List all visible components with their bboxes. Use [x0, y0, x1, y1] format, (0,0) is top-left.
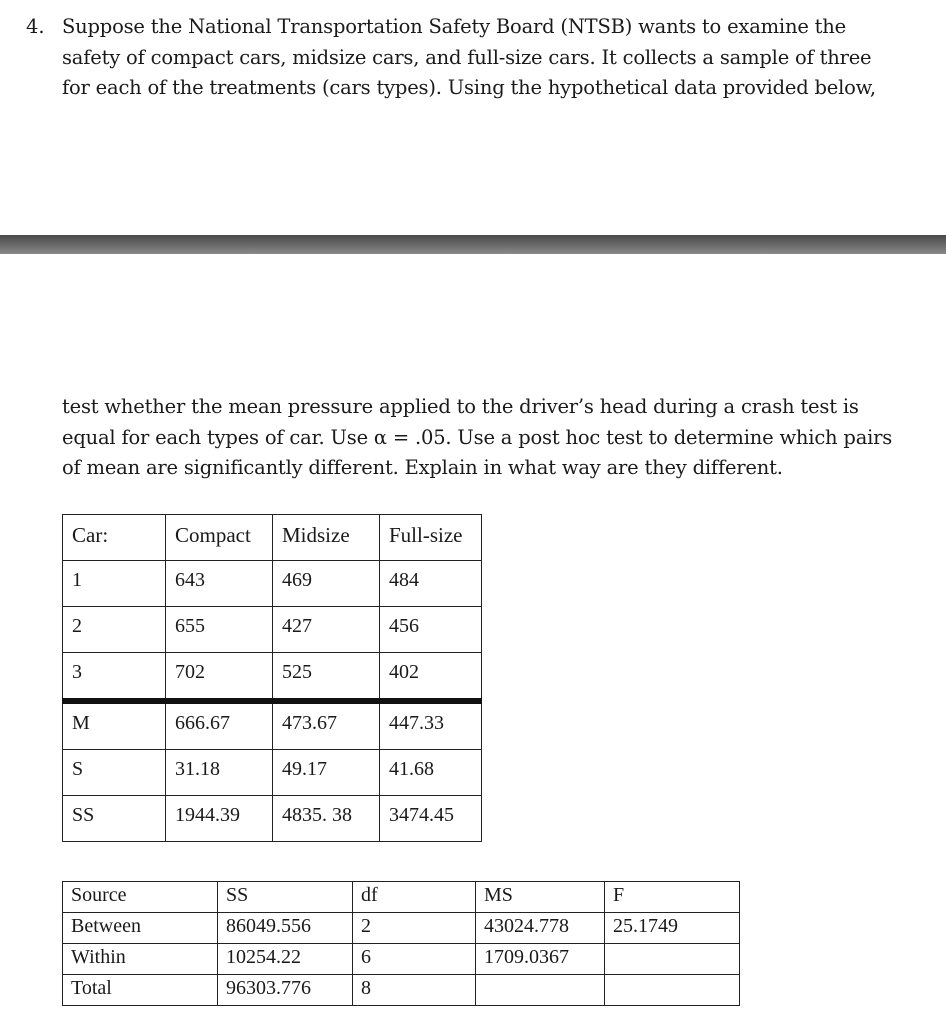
anova-cell: SS [218, 882, 353, 913]
anova-cell: df [353, 882, 476, 913]
table-cell: 702 [166, 653, 273, 702]
table-cell: 49.17 [273, 750, 380, 796]
header-cell: Midsize [273, 515, 380, 561]
table-cell: 31.18 [166, 750, 273, 796]
header-cell: Full-size [380, 515, 482, 561]
task-line: equal for each types of car. Use α = .05. Use a post hoc test to determine which pairs [62, 425, 893, 449]
anova-cell: Total [63, 975, 218, 1006]
table-cell: 3474.45 [380, 796, 482, 842]
header-cell: Car: [63, 515, 166, 561]
intro-line: safety of compact cars, midsize cars, and full-size cars. It collects a sample of three [62, 45, 872, 69]
anova-cell: 25.1749 [605, 913, 740, 944]
table-cell: 1944.39 [166, 796, 273, 842]
car-data-table [62, 514, 482, 842]
anova-cell: 8 [353, 975, 476, 1006]
table-cell: 427 [273, 607, 380, 653]
table-cell: 3 [63, 653, 166, 702]
table-cell: 41.68 [380, 750, 482, 796]
anova-cell [476, 975, 605, 1006]
table-cell: 456 [380, 607, 482, 653]
table-cell: 1 [63, 561, 166, 607]
question-number: 4. [26, 15, 45, 38]
table-row [63, 607, 482, 653]
anova-row [63, 975, 740, 1006]
anova-cell: F [605, 882, 740, 913]
anova-cell: 10254.22 [218, 944, 353, 975]
table-cell: 484 [380, 561, 482, 607]
table-cell: 666.67 [166, 701, 273, 750]
table-row-sd [63, 750, 482, 796]
anova-cell: Source [63, 882, 218, 913]
table-cell: 525 [273, 653, 380, 702]
table-cell: 2 [63, 607, 166, 653]
table-cell: 473.67 [273, 701, 380, 750]
table-row-ss [63, 796, 482, 842]
anova-cell: Between [63, 913, 218, 944]
page-divider [0, 235, 946, 254]
question-task [62, 392, 892, 484]
table-cell: SS [63, 796, 166, 842]
intro-line: Suppose the National Transportation Safety Board (NTSB) wants to examine the [62, 15, 846, 38]
anova-cell: MS [476, 882, 605, 913]
anova-cell: 96303.776 [218, 975, 353, 1006]
table-cell: 643 [166, 561, 273, 607]
task-line: test whether the mean pressure applied to the driver’s head during a crash test is [62, 395, 859, 418]
anova-row [63, 944, 740, 975]
table-row [63, 561, 482, 607]
anova-cell: Within [63, 944, 218, 975]
table-row [63, 653, 482, 702]
header-cell: Compact [166, 515, 273, 561]
anova-cell: 86049.556 [218, 913, 353, 944]
anova-cell: 2 [353, 913, 476, 944]
question-intro [62, 12, 876, 104]
table-header-row [63, 515, 482, 561]
task-line: of mean are significantly different. Explain in what way are they different. [62, 456, 783, 479]
table-cell: M [63, 701, 166, 750]
table-cell: 402 [380, 653, 482, 702]
anova-cell: 43024.778 [476, 913, 605, 944]
anova-cell: 6 [353, 944, 476, 975]
table-cell: 469 [273, 561, 380, 607]
anova-row [63, 913, 740, 944]
anova-cell: 1709.0367 [476, 944, 605, 975]
anova-cell [605, 975, 740, 1006]
table-cell: 4835. 38 [273, 796, 380, 842]
anova-header-row [63, 882, 740, 913]
table-row-mean [63, 701, 482, 750]
table-cell: 655 [166, 607, 273, 653]
table-cell: 447.33 [380, 701, 482, 750]
anova-table [62, 881, 740, 1006]
intro-line: for each of the treatments (cars types). Using the hypothetical data provided below, [62, 76, 876, 99]
anova-cell [605, 944, 740, 975]
table-cell: S [63, 750, 166, 796]
